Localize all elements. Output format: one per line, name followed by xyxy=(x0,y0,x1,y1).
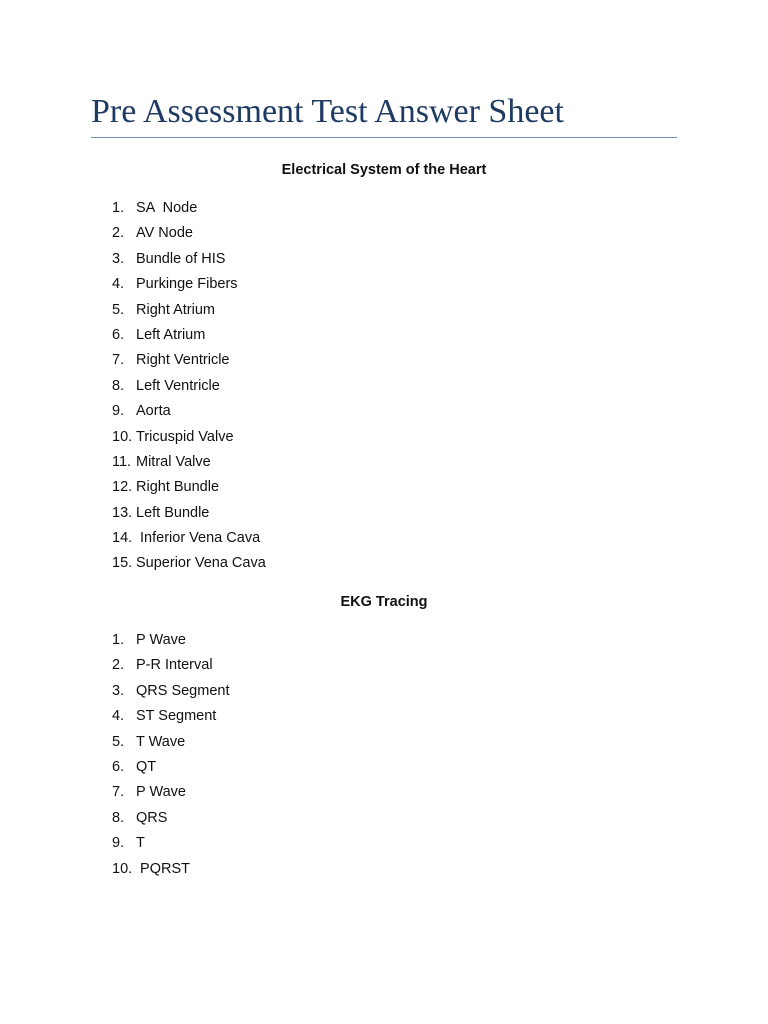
list-item xyxy=(112,376,266,401)
item-answer: Tricuspid Valve xyxy=(136,428,234,445)
item-number: 15. xyxy=(112,555,133,572)
item-number: 3. xyxy=(112,250,125,267)
item-answer: Right Bundle xyxy=(136,479,220,496)
item-answer: Inferior Vena Cava xyxy=(136,530,261,547)
list-item xyxy=(112,553,266,578)
list-item xyxy=(112,757,230,782)
item-number: 6. xyxy=(112,758,125,775)
item-number: 11. xyxy=(112,453,132,470)
list-item xyxy=(112,630,230,655)
item-answer: Superior Vena Cava xyxy=(136,555,266,572)
list-item xyxy=(112,655,230,680)
list-item xyxy=(112,706,230,731)
list-item xyxy=(112,681,230,706)
item-answer: P-R Interval xyxy=(136,657,213,674)
item-answer: Left Atrium xyxy=(136,326,206,343)
item-number: 9. xyxy=(112,403,125,420)
item-answer: Mitral Valve xyxy=(136,453,211,470)
answer-list-electrical-system xyxy=(112,198,266,579)
item-answer: AV Node xyxy=(136,225,193,242)
item-answer: T xyxy=(136,835,145,852)
item-answer: Left Bundle xyxy=(136,504,210,521)
item-number: 12. xyxy=(112,479,133,496)
item-number: 14. xyxy=(112,530,133,547)
list-item xyxy=(112,782,230,807)
item-answer: QRS xyxy=(136,809,168,826)
document-title: Pre Assessment Test Answer Sheet xyxy=(91,93,564,130)
item-number: 5. xyxy=(112,733,125,750)
item-answer: Right Atrium xyxy=(136,301,215,318)
item-number: 7. xyxy=(112,784,125,801)
item-number: 9. xyxy=(112,835,125,852)
list-item xyxy=(112,503,266,528)
item-answer: P Wave xyxy=(136,632,186,648)
list-item xyxy=(112,350,266,375)
item-number: 8. xyxy=(112,377,125,394)
item-number: 4. xyxy=(112,708,125,725)
list-item xyxy=(112,249,266,274)
item-answer: T Wave xyxy=(136,733,186,750)
answer-list-ekg-tracing xyxy=(112,630,230,884)
list-item xyxy=(112,732,230,757)
item-answer: Aorta xyxy=(136,403,171,420)
item-number: 8. xyxy=(112,809,125,826)
item-number: 10. xyxy=(112,428,133,445)
item-number: 2. xyxy=(112,657,125,674)
item-number: 5. xyxy=(112,301,125,318)
list-item xyxy=(112,198,266,223)
list-item xyxy=(112,325,266,350)
item-number: 10. xyxy=(112,860,133,877)
item-number: 1. xyxy=(112,632,125,648)
list-item xyxy=(112,833,230,858)
item-answer: Left Ventricle xyxy=(136,377,220,394)
list-item xyxy=(112,528,266,553)
item-answer: P Wave xyxy=(136,784,186,801)
list-item xyxy=(112,477,266,502)
item-answer: Right Ventricle xyxy=(136,352,230,369)
list-item xyxy=(112,808,230,833)
list-item xyxy=(112,452,266,477)
item-answer: QRS Segment xyxy=(136,682,230,699)
section-heading-ekg-tracing: EKG Tracing xyxy=(340,594,428,610)
list-item xyxy=(112,274,266,299)
title-underline-rule xyxy=(91,137,677,138)
section-heading-electrical-system: Electrical System of the Heart xyxy=(281,162,487,178)
item-number: 3. xyxy=(112,682,125,699)
item-number: 2. xyxy=(112,225,125,242)
list-item xyxy=(112,223,266,248)
item-answer: QT xyxy=(136,758,157,775)
item-answer: Purkinge Fibers xyxy=(136,276,238,293)
item-answer: PQRST xyxy=(136,860,190,877)
list-item xyxy=(112,859,230,884)
item-answer: Bundle of HIS xyxy=(136,250,226,267)
list-item xyxy=(112,401,266,426)
item-number: 1. xyxy=(112,200,125,216)
item-number: 7. xyxy=(112,352,125,369)
item-answer: ST Segment xyxy=(136,708,217,725)
list-item xyxy=(112,427,266,452)
item-number: 6. xyxy=(112,326,125,343)
item-answer: SA Node xyxy=(136,200,198,216)
item-number: 13. xyxy=(112,504,133,521)
item-number: 4. xyxy=(112,276,125,293)
list-item xyxy=(112,300,266,325)
